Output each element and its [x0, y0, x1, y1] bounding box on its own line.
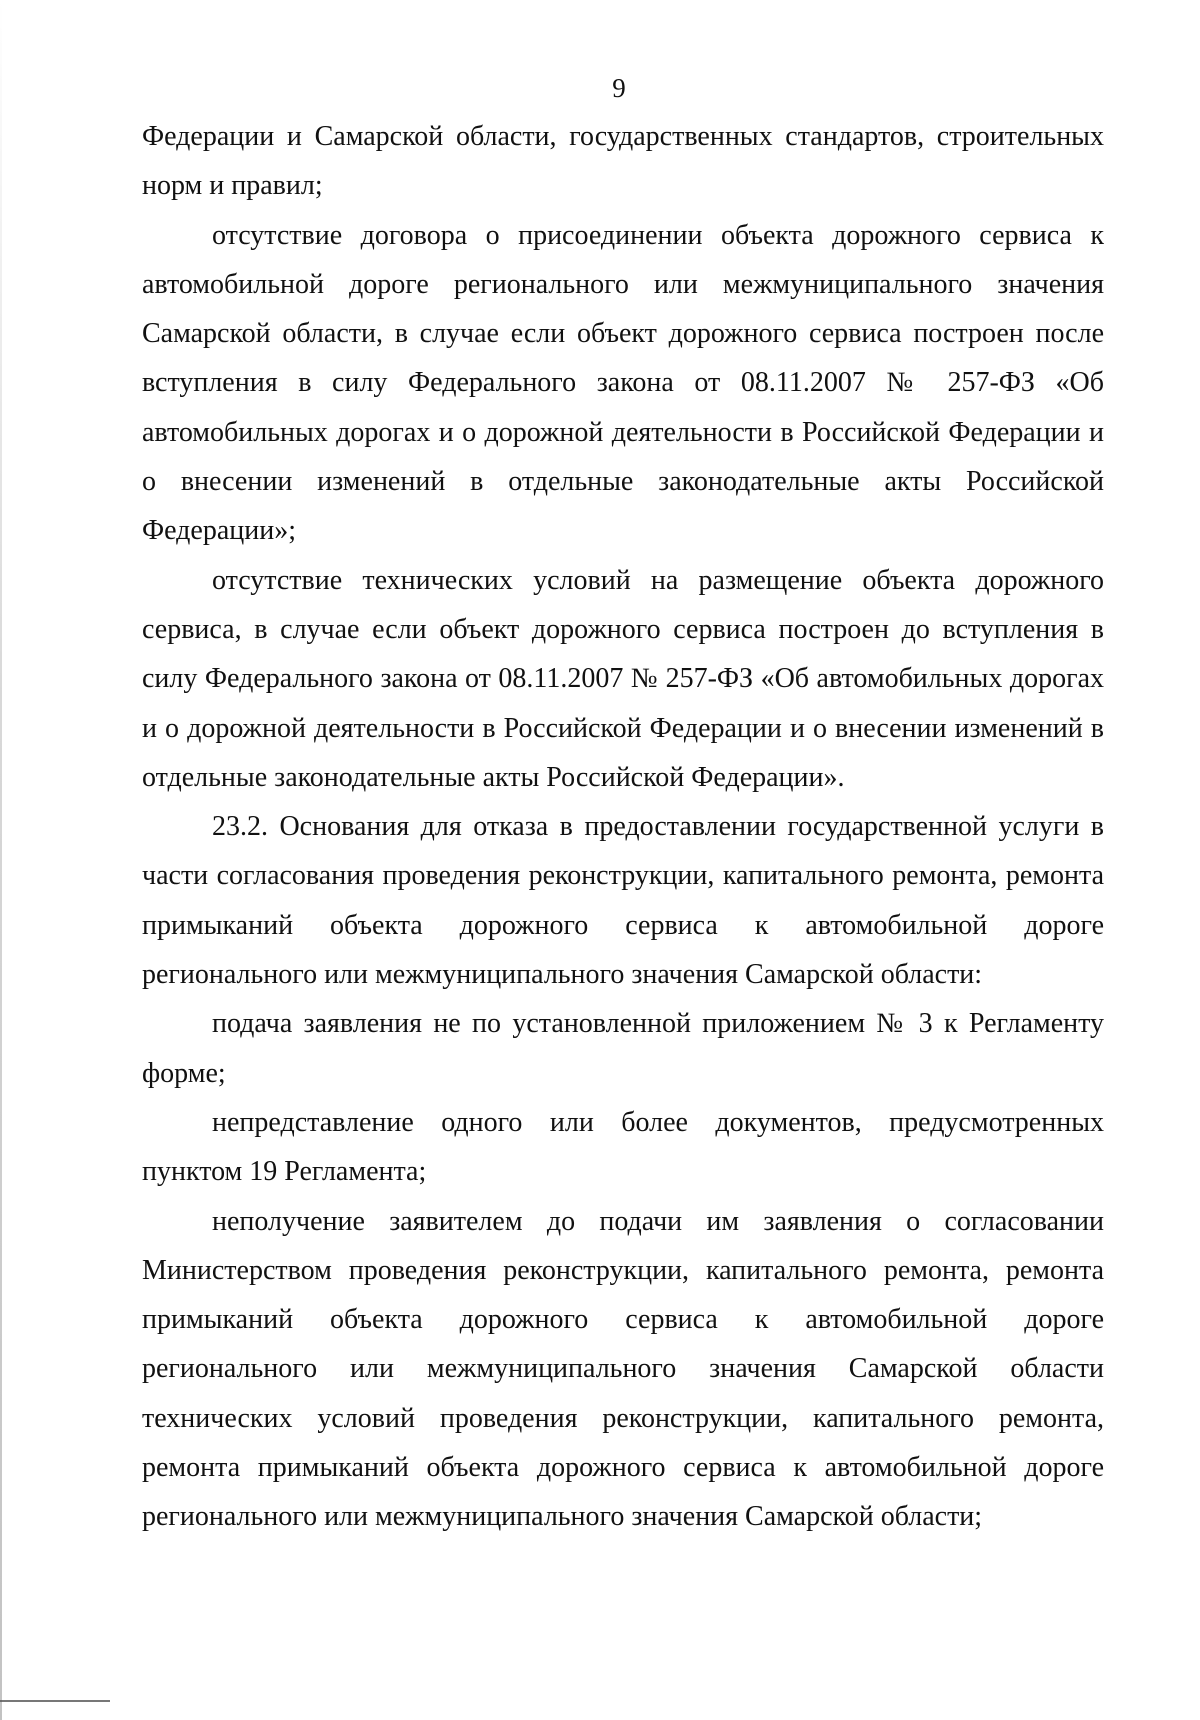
paragraph-no-technical-conditions: отсутствие технических условий на размещение объекта дорожного сервиса, в случае если объект дорожного сервиса построен до вступления в силу Федерального закона от 08.11.2007 № 257-ФЗ «Об автомобильных дорогах и о дорожной деятельности в Российской Федерации и о внесении изменений в отдельные законодательные акты Российской Федерации». — [142, 564, 1104, 793]
paragraph-no-connection-contract: отсутствие договора о присоединении объекта дорожного сервиса к автомобильной дороге регионального или межмуниципального значения Самарской области, в случае если объект дорожного сервиса построен после вступления в силу Федерального закона от 08.11.2007 № 257-ФЗ «Об автомобильных дорогах и о дорожной деятельности в Российской Федерации и о внесении изменений в отдельные законодательные акты Российской Федерации»; — [142, 219, 1104, 547]
paragraph-section-23-2: 23.2. Основания для отказа в предоставлении государственной услуги в части согласования проведения реконструкции, капитального ремонта, ремонта примыканий объекта дорожного сервиса к автомобильной дороге регионального или межмуниципального значения Самарской области: — [142, 811, 1104, 991]
page-number: 9 — [612, 73, 626, 103]
paragraph-no-approval-received: неполучение заявителем до подачи им заявления о согласовании Министерством проведения реконструкции, капитального ремонта, ремонта примыканий объекта дорожного сервиса к автомобильной дороге регионального или межмуниципального значения Самарской области технических условий проведения реконструкции, капитального ремонта, ремонта примыканий объекта дорожного сервиса к автомобильной дороге регионального или межмуниципального значения Самарской области; — [142, 1205, 1104, 1533]
scan-artifact-line — [0, 1700, 110, 1702]
paragraph-continuation: Федерации и Самарской области, государственных стандартов, строительных норм и правил; — [142, 121, 1104, 202]
document-body — [142, 112, 1104, 1542]
paragraph-missing-documents: непредставление одного или более документов, предусмотренных пунктом 19 Регламента; — [142, 1106, 1104, 1188]
paragraph-wrong-form: подача заявления не по установленной приложением № 3 к Регламенту форме; — [142, 1008, 1104, 1089]
scan-edge-shadow — [0, 0, 2, 1720]
